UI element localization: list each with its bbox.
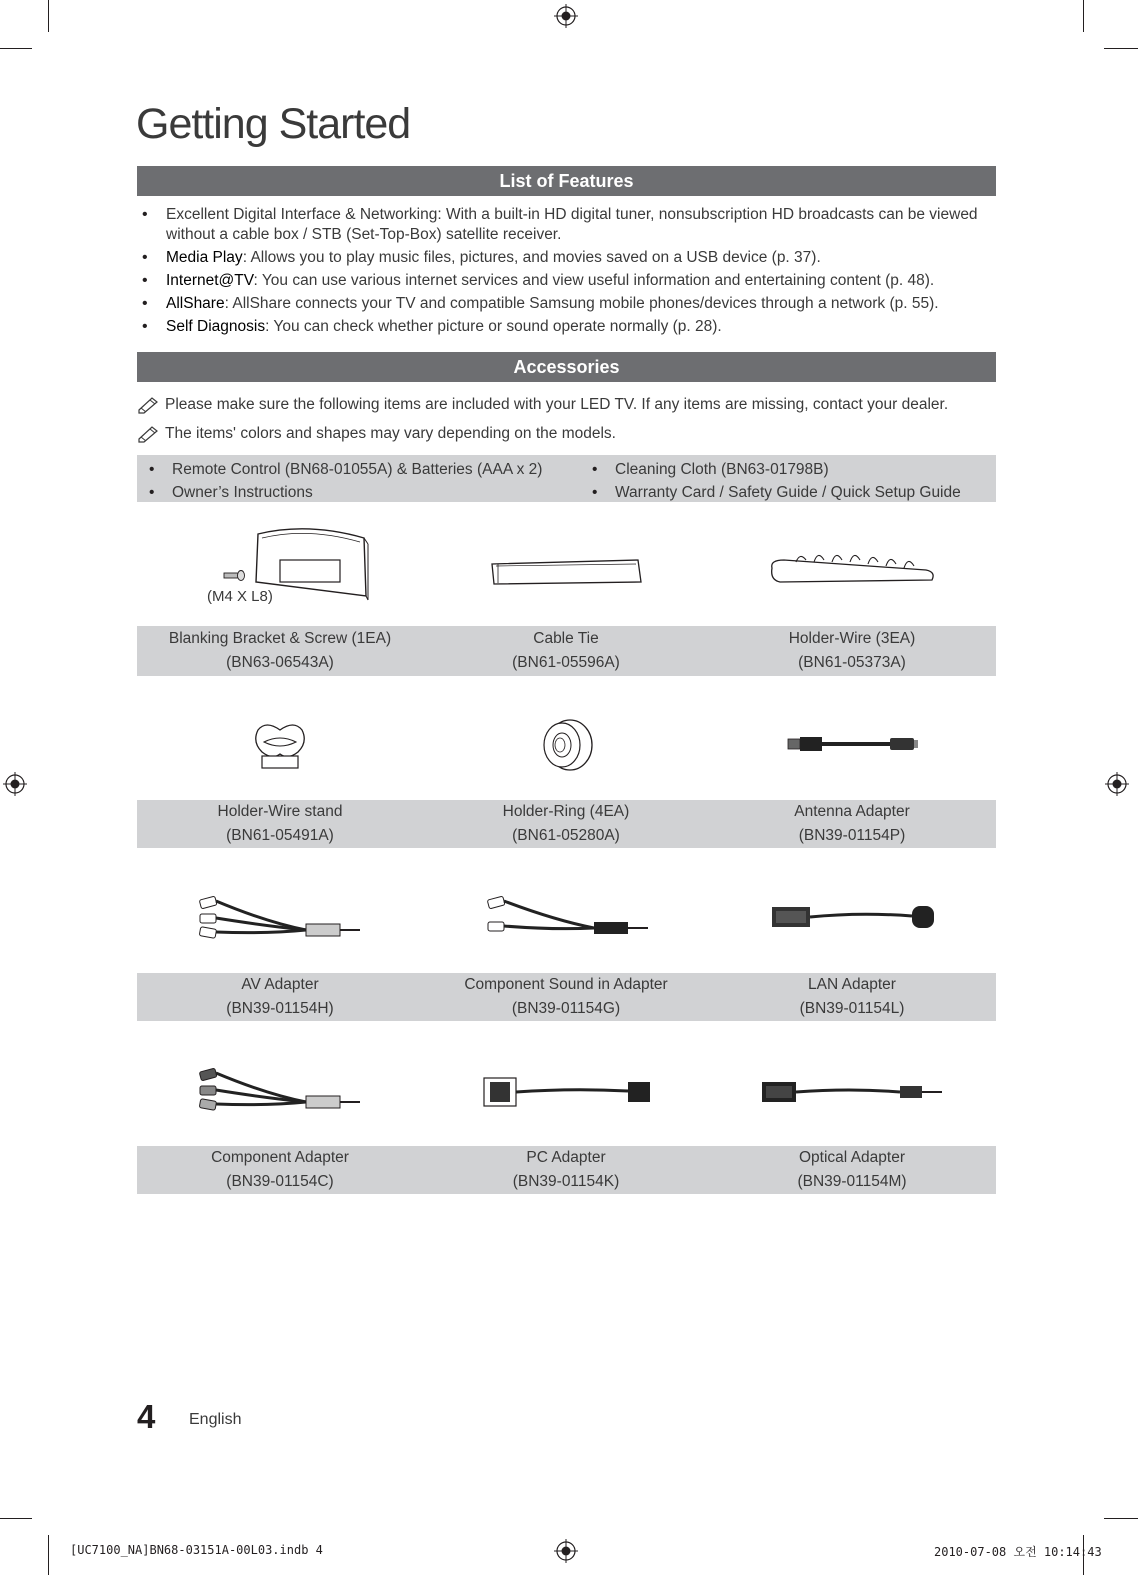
features-list [166, 205, 996, 340]
accessory-code: (BN39-01154H) [226, 1000, 334, 1017]
list-item [166, 205, 996, 245]
accessory-cell [137, 973, 423, 1021]
antenna-adapter-illustration [786, 734, 920, 754]
list-item [166, 294, 996, 314]
pc-adapter-illustration [482, 1074, 654, 1110]
crop-mark [1083, 0, 1084, 32]
page-language: English [189, 1411, 242, 1428]
accessory-name: Optical Adapter [799, 1149, 905, 1166]
crop-mark [0, 48, 32, 49]
accessory-cell [709, 800, 995, 848]
feature-term: Media Play [166, 249, 243, 266]
registration-mark-icon [1105, 772, 1129, 796]
included-items-box [137, 455, 996, 502]
holder-wire-illustration [766, 548, 938, 590]
included-items-left [172, 458, 542, 504]
accessory-name: Cable Tie [533, 630, 599, 647]
component-adapter-illustration [196, 1064, 364, 1114]
crop-mark [0, 1518, 32, 1519]
registration-mark-icon [3, 772, 27, 796]
pencil-note-icon [137, 425, 161, 443]
crop-mark [48, 0, 49, 32]
accessory-cell [137, 1146, 423, 1194]
accessory-name: Antenna Adapter [794, 803, 910, 820]
accessory-name: Blanking Bracket & Screw (1EA) [168, 630, 392, 647]
note-text: The items' colors and shapes may vary depending on the models. [165, 425, 616, 442]
accessory-code: (BN39-01154K) [512, 1173, 620, 1190]
accessory-code: (BN61-05373A) [798, 654, 906, 671]
accessory-code: (BN61-05491A) [226, 827, 334, 844]
lan-adapter-illustration [770, 902, 938, 932]
accessory-name: Component Sound in Adapter [464, 976, 668, 993]
feature-term: AllShare [166, 295, 225, 312]
feature-text: : Allows you to play music files, pictures, and movies saved on a USB device (p. 37). [242, 249, 821, 266]
accessory-cell [423, 800, 709, 848]
accessory-code: (BN39-01154G) [511, 1000, 621, 1017]
accessory-name: LAN Adapter [808, 976, 896, 993]
feature-text: : You can check whether picture or sound operate normally (p. 28). [265, 318, 722, 335]
accessories-heading: Accessories [137, 352, 996, 382]
holder-ring-illustration [538, 716, 596, 774]
list-item: • Cleaning Cloth (BN63-01798B) [615, 458, 961, 481]
page-title: Getting Started [136, 100, 411, 148]
feature-text: : AllShare connects your TV and compatible Samsung mobile phones/devices through a network (p. 55). [224, 295, 939, 312]
accessory-cell [423, 973, 709, 1021]
registration-mark-icon [554, 1539, 578, 1563]
list-item [166, 317, 996, 337]
list-item [166, 248, 996, 268]
accessory-code: (BN39-01154C) [226, 1173, 334, 1190]
holder-wire-stand-illustration [252, 718, 308, 772]
av-adapter-illustration [196, 892, 364, 942]
file-slug: [UC7100_NA]BN68-03151A-00L03.indb 4 [70, 1543, 323, 1557]
feature-term: Self Diagnosis [166, 318, 266, 335]
accessory-cell [423, 1146, 709, 1194]
cable-tie-illustration [488, 556, 644, 588]
list-item: • Warranty Card / Safety Guide / Quick Setup Guide [615, 481, 961, 504]
accessory-code: (BN39-01154P) [798, 827, 906, 844]
crop-mark [1104, 1518, 1138, 1519]
accessory-code: (BN39-01154M) [797, 1173, 907, 1190]
registration-mark-icon [554, 4, 578, 28]
included-items-right [615, 458, 961, 504]
accessory-name: Holder-Ring (4EA) [502, 803, 630, 820]
note [137, 396, 948, 414]
list-item [166, 271, 996, 291]
feature-term: Internet@TV [166, 272, 254, 289]
page-number: 4 [137, 1398, 156, 1435]
accessory-name: Component Adapter [211, 1149, 349, 1166]
screw-illustration [222, 568, 246, 584]
accessory-name: Holder-Wire (3EA) [788, 630, 916, 647]
accessory-name: Holder-Wire stand [217, 803, 343, 820]
accessory-code: (BN63-06543A) [226, 654, 334, 671]
accessory-cell [137, 627, 423, 675]
date-slug: 2010-07-08 오전 10:14:43 [934, 1545, 1102, 1559]
list-item: • Owner’s Instructions [172, 481, 542, 504]
crop-mark [1104, 48, 1138, 49]
list-item: • Remote Control (BN68-01055A) & Batteries (AAA x 2) [172, 458, 542, 481]
accessory-cell [709, 627, 995, 675]
accessory-cell [137, 800, 423, 848]
accessory-cell [423, 627, 709, 675]
pencil-note-icon [137, 396, 161, 414]
component-sound-adapter-illustration [484, 892, 650, 938]
optical-adapter-illustration [760, 1078, 944, 1106]
screw-size-label: (M4 X L8) [207, 588, 273, 605]
feature-text: Excellent Digital Interface & Networking: With a built-in HD digital tuner, nonsubscription HD broadcasts can be viewed without a cable box / STB (Set-Top-Box) satellite receiver. [166, 206, 978, 243]
features-heading: List of Features [137, 166, 996, 196]
note [137, 425, 616, 443]
accessory-code: (BN39-01154L) [799, 1000, 905, 1017]
accessory-cell [709, 1146, 995, 1194]
note-text: Please make sure the following items are included with your LED TV. If any items are missing, contact your dealer. [165, 396, 949, 413]
feature-text: : You can use various internet services and view useful information and entertaining content (p. 48). [253, 272, 935, 289]
accessory-name: PC Adapter [526, 1149, 606, 1166]
accessory-name: AV Adapter [241, 976, 319, 993]
accessory-code: (BN61-05280A) [512, 827, 620, 844]
accessory-code: (BN61-05596A) [512, 654, 620, 671]
accessory-cell [709, 973, 995, 1021]
crop-mark [48, 1535, 49, 1575]
